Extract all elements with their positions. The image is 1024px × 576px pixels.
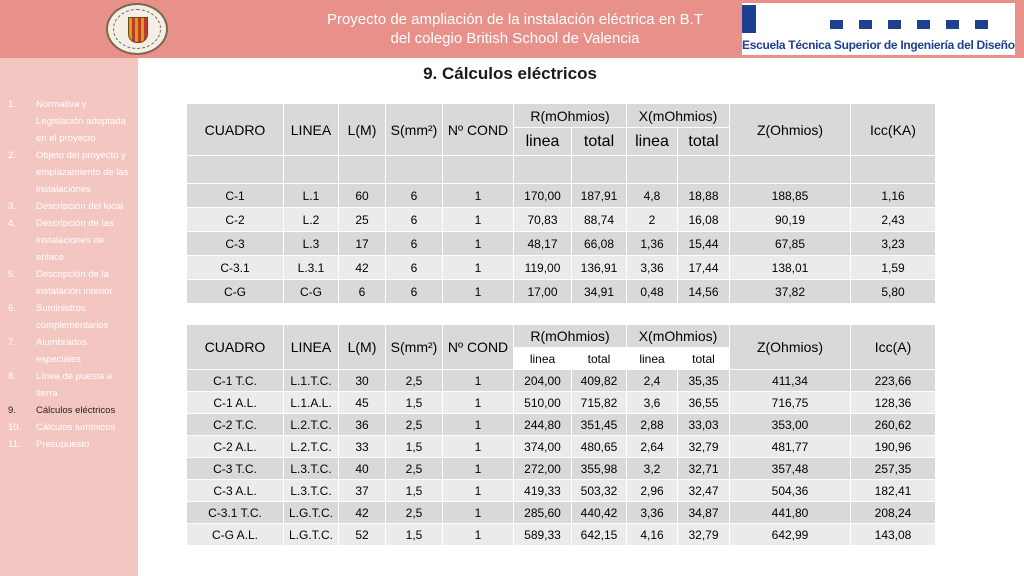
table-cell: 3,6 [627,392,678,414]
table-cell: 351,45 [572,414,627,436]
table-cell: 1 [443,184,514,208]
sidebar-item-number: 6. [8,303,16,314]
table-cell: 419,33 [514,480,572,502]
header-icc: Icc(KA) [851,104,936,156]
table-cell: 481,77 [730,436,851,458]
table-cell: 40 [339,458,386,480]
sidebar-item-label: Línea de puesta a tierra [36,371,113,399]
table-cell: C-2 [187,208,284,232]
table-cell: 1 [443,414,514,436]
table-cell: 66,08 [572,232,627,256]
table-cell: C-G A.L. [187,524,284,546]
sidebar-item-label: Alumbrados especiales [36,337,87,365]
table-cell: 34,91 [572,280,627,304]
sidebar-item-number: 10. [8,422,22,433]
table-cell: 1 [443,392,514,414]
table-cell: 2,5 [386,370,443,392]
table-cell: 34,87 [678,502,730,524]
header-cuadro: CUADRO [187,104,284,156]
table-cell: 715,82 [572,392,627,414]
table-cell: 6 [386,256,443,280]
table-row [187,480,936,502]
school-logo [742,3,1015,55]
sidebar-item-label: Objeto del proyecto y emplazamiento de las instalaciones [36,150,129,195]
table-cell: 6 [339,280,386,304]
table-cell: 589,33 [514,524,572,546]
table-cell: 1,5 [386,480,443,502]
table-cell: 716,75 [730,392,851,414]
sidebar-item-number: 9. [8,405,16,416]
table-cell: 6 [386,232,443,256]
subheader-r-total: total [572,348,627,370]
table-cell: 2,5 [386,458,443,480]
table-cell: 2 [627,208,678,232]
table-cell: 119,00 [514,256,572,280]
table-row [187,232,936,256]
sidebar-item-number: 5. [8,269,16,280]
table-cell: C-G [187,280,284,304]
table-row [187,436,936,458]
table-cell: 2,64 [627,436,678,458]
sidebar-item-label: Normativa y Legislación adoptada en el proyecto [36,99,126,144]
table-cell: 88,74 [572,208,627,232]
table-cell: 2,4 [627,370,678,392]
sidebar-item-number: 1. [8,99,16,110]
table-cell: L.3 [284,232,339,256]
table-cell: 3,36 [627,502,678,524]
subheader-x-total: total [678,128,730,156]
header-length: L(M) [339,325,386,370]
table-cell: L.1.A.L. [284,392,339,414]
table-cell: 128,36 [851,392,936,414]
table-cell: 17 [339,232,386,256]
logo-blocks-icon [830,16,1004,26]
table-cell: 67,85 [730,232,851,256]
table-cell: 182,41 [851,480,936,502]
table-cell: 138,01 [730,256,851,280]
logo-mark-icon [742,5,756,33]
table-cell: 1,5 [386,436,443,458]
table-cell: 36,55 [678,392,730,414]
table-row [187,502,936,524]
table-cell: C-3 [187,232,284,256]
sidebar-item-number: 4. [8,218,16,229]
header-resistance: R(mOhmios) [514,104,627,128]
table-cell: 36 [339,414,386,436]
header-reactance: X(mOhmios) [627,325,730,348]
logo-text: Escuela Técnica Superior de Ingeniería del Diseño [742,38,1015,52]
sidebar-item-4[interactable] [0,215,138,266]
header-linea: LINEA [284,104,339,156]
header-ncond: Nº COND [443,104,514,156]
table-2-body [187,370,936,546]
sidebar-item-number: 7. [8,337,16,348]
table-cell: 6 [386,280,443,304]
table-cell: 17,44 [678,256,730,280]
table-cell: C-1 [187,184,284,208]
table-cell: 1 [443,256,514,280]
table-cell: 1,5 [386,524,443,546]
table-cell: 244,80 [514,414,572,436]
table-cell: 90,19 [730,208,851,232]
table-cell: 60 [339,184,386,208]
table-cell: 14,56 [678,280,730,304]
table-cell: L.3.T.C. [284,458,339,480]
sidebar-item-number: 8. [8,371,16,382]
table-cell: L.1.T.C. [284,370,339,392]
table-cell: 642,99 [730,524,851,546]
table-cell: 1 [443,524,514,546]
table-cell: C-2 A.L. [187,436,284,458]
table-cell: L.3.1 [284,256,339,280]
table-cell: 32,47 [678,480,730,502]
sidebar-item-number: 2. [8,150,16,161]
table-cell: L.2 [284,208,339,232]
table-cell: 143,08 [851,524,936,546]
table-cell: 1 [443,436,514,458]
sidebar-nav-list [0,58,138,453]
sidebar-item-7[interactable] [0,334,138,368]
table-cell: 188,85 [730,184,851,208]
header-ncond: Nº COND [443,325,514,370]
sidebar-item-label: Cálculos lumínicos [36,422,116,433]
table-cell: 1 [443,502,514,524]
table-cell: 1,5 [386,392,443,414]
header-section: S(mm²) [386,104,443,156]
table-cell: L.2.T.C. [284,436,339,458]
header-length: L(M) [339,104,386,156]
table-cell: 480,65 [572,436,627,458]
header-reactance: X(mOhmios) [627,104,730,128]
table-cell: L.G.T.C. [284,524,339,546]
table-cell: 353,00 [730,414,851,436]
table-cell: 1 [443,280,514,304]
table-cell: 6 [386,208,443,232]
table-cell: 32,71 [678,458,730,480]
table-cell: 37,82 [730,280,851,304]
sidebar-item-label: Descripción de la instalación interior [36,269,113,297]
table-cell: 2,88 [627,414,678,436]
table-cell: 440,42 [572,502,627,524]
blank-row [187,156,936,184]
table-cell: 510,00 [514,392,572,414]
header-bar [0,0,1024,58]
table-cell: 35,35 [678,370,730,392]
header-cuadro: CUADRO [187,325,284,370]
table-cell: C-3.1 [187,256,284,280]
table-cell: 70,83 [514,208,572,232]
table-cell: 257,35 [851,458,936,480]
page-title [280,10,750,48]
table-cell: 374,00 [514,436,572,458]
table-row [187,524,936,546]
table-cell: 503,32 [572,480,627,502]
table-cell: 3,2 [627,458,678,480]
table-cell: 1 [443,480,514,502]
table-cell: 272,00 [514,458,572,480]
table-cell: 33 [339,436,386,458]
sidebar-item-5[interactable] [0,266,138,300]
table-cell: C-2 T.C. [187,414,284,436]
header-resistance: R(mOhmios) [514,325,627,348]
table-cell: 0,48 [627,280,678,304]
table-cell: C-1 T.C. [187,370,284,392]
table-cell: 190,96 [851,436,936,458]
subheader-x-total: total [678,348,730,370]
sidebar-item-label: Cálculos eléctricos [36,405,116,416]
table-cell: 5,80 [851,280,936,304]
table-cell: 2,5 [386,502,443,524]
title-line-1: Proyecto de ampliación de la instalación eléctrica en B.T [326,11,704,28]
table-cell: 45 [339,392,386,414]
university-seal-logo [106,3,168,55]
table-cell: 42 [339,502,386,524]
table-cell: 204,00 [514,370,572,392]
table-cell: 15,44 [678,232,730,256]
table-cell: 1 [443,458,514,480]
table-cell: L.2.T.C. [284,414,339,436]
table-cell: 3,23 [851,232,936,256]
table-row [187,280,936,304]
table-cell: L.3.T.C. [284,480,339,502]
subheader-r-linea: linea [514,128,572,156]
sidebar-item-11[interactable] [0,436,138,453]
table-cell: 25 [339,208,386,232]
sidebar-item-number: 3. [8,201,16,212]
table-cell: 260,62 [851,414,936,436]
table-row [187,414,936,436]
table-cell: 170,00 [514,184,572,208]
table-cell: 1 [443,370,514,392]
sidebar-item-label: Presupuesto [36,439,90,450]
table-cell: 32,79 [678,436,730,458]
table-cell: 409,82 [572,370,627,392]
table-cell: 32,79 [678,524,730,546]
sidebar-item-2[interactable] [0,147,138,198]
table-cell: 48,17 [514,232,572,256]
header-impedance: Z(Ohmios) [730,104,851,156]
table-cell: 2,96 [627,480,678,502]
table-row [187,184,936,208]
table-cell: 33,03 [678,414,730,436]
shield-icon [128,17,148,43]
table-cell: 4,16 [627,524,678,546]
table-cell: 37 [339,480,386,502]
table-cell: 355,98 [572,458,627,480]
section-title: 9. Cálculos eléctricos [423,64,597,83]
table-row [187,458,936,480]
table-cell: 1 [443,208,514,232]
header-icc: Icc(A) [851,325,936,370]
table-cell: 1,59 [851,256,936,280]
table-cell: 6 [386,184,443,208]
table-row [187,370,936,392]
table-cell: 208,24 [851,502,936,524]
table-cell: 2,5 [386,414,443,436]
table-cell: 30 [339,370,386,392]
subheader-r-total: total [572,128,627,156]
table-cell: 42 [339,256,386,280]
table-cell: 187,91 [572,184,627,208]
sidebar-item-6[interactable] [0,300,138,334]
sidebar-item-label: Suministros complementarios [36,303,109,331]
sidebar-item-label: Descripción de las instalaciones de enlace [36,218,114,263]
sidebar-item-8[interactable] [0,368,138,402]
table-1-body [187,184,936,304]
table-row [187,256,936,280]
table-cell: 504,36 [730,480,851,502]
table-cell: 1,16 [851,184,936,208]
sidebar-item-number: 11. [8,439,21,450]
table-cell: 357,48 [730,458,851,480]
table-cell: 285,60 [514,502,572,524]
table-cell: L.G.T.C. [284,502,339,524]
table-cell: C-3 T.C. [187,458,284,480]
table-cell: 136,91 [572,256,627,280]
table-cell: 3,36 [627,256,678,280]
table-cell: C-G [284,280,339,304]
table-row [187,392,936,414]
header-linea: LINEA [284,325,339,370]
sidebar-item-9[interactable] [0,402,138,419]
table-cell: 16,08 [678,208,730,232]
subheader-x-linea: linea [627,348,678,370]
table-cell: 223,66 [851,370,936,392]
sidebar-item-1[interactable] [0,96,138,147]
table-cell: 1,36 [627,232,678,256]
table-cell: C-1 A.L. [187,392,284,414]
subheader-x-linea: linea [627,128,678,156]
table-cell: 441,80 [730,502,851,524]
sidebar-item-10[interactable] [0,419,138,436]
table-cell: 4,8 [627,184,678,208]
table-electrical-calc-2 [186,324,936,546]
table-cell: 17,00 [514,280,572,304]
table-cell: C-3 A.L. [187,480,284,502]
sidebar [0,58,138,576]
table-row [187,208,936,232]
table-cell: C-3.1 T.C. [187,502,284,524]
table-electrical-calc-1 [186,103,936,304]
sidebar-item-label: Descripción del local [36,201,124,212]
table-cell: 18,88 [678,184,730,208]
table-cell: 2,43 [851,208,936,232]
title-line-2: del colegio British School de Valencia [390,30,640,47]
header-impedance: Z(Ohmios) [730,325,851,370]
table-cell: 52 [339,524,386,546]
table-cell: 642,15 [572,524,627,546]
table-cell: L.1 [284,184,339,208]
table-cell: 1 [443,232,514,256]
subheader-r-linea: linea [514,348,572,370]
sidebar-item-3[interactable] [0,198,138,215]
header-section: S(mm²) [386,325,443,370]
table-cell: 411,34 [730,370,851,392]
